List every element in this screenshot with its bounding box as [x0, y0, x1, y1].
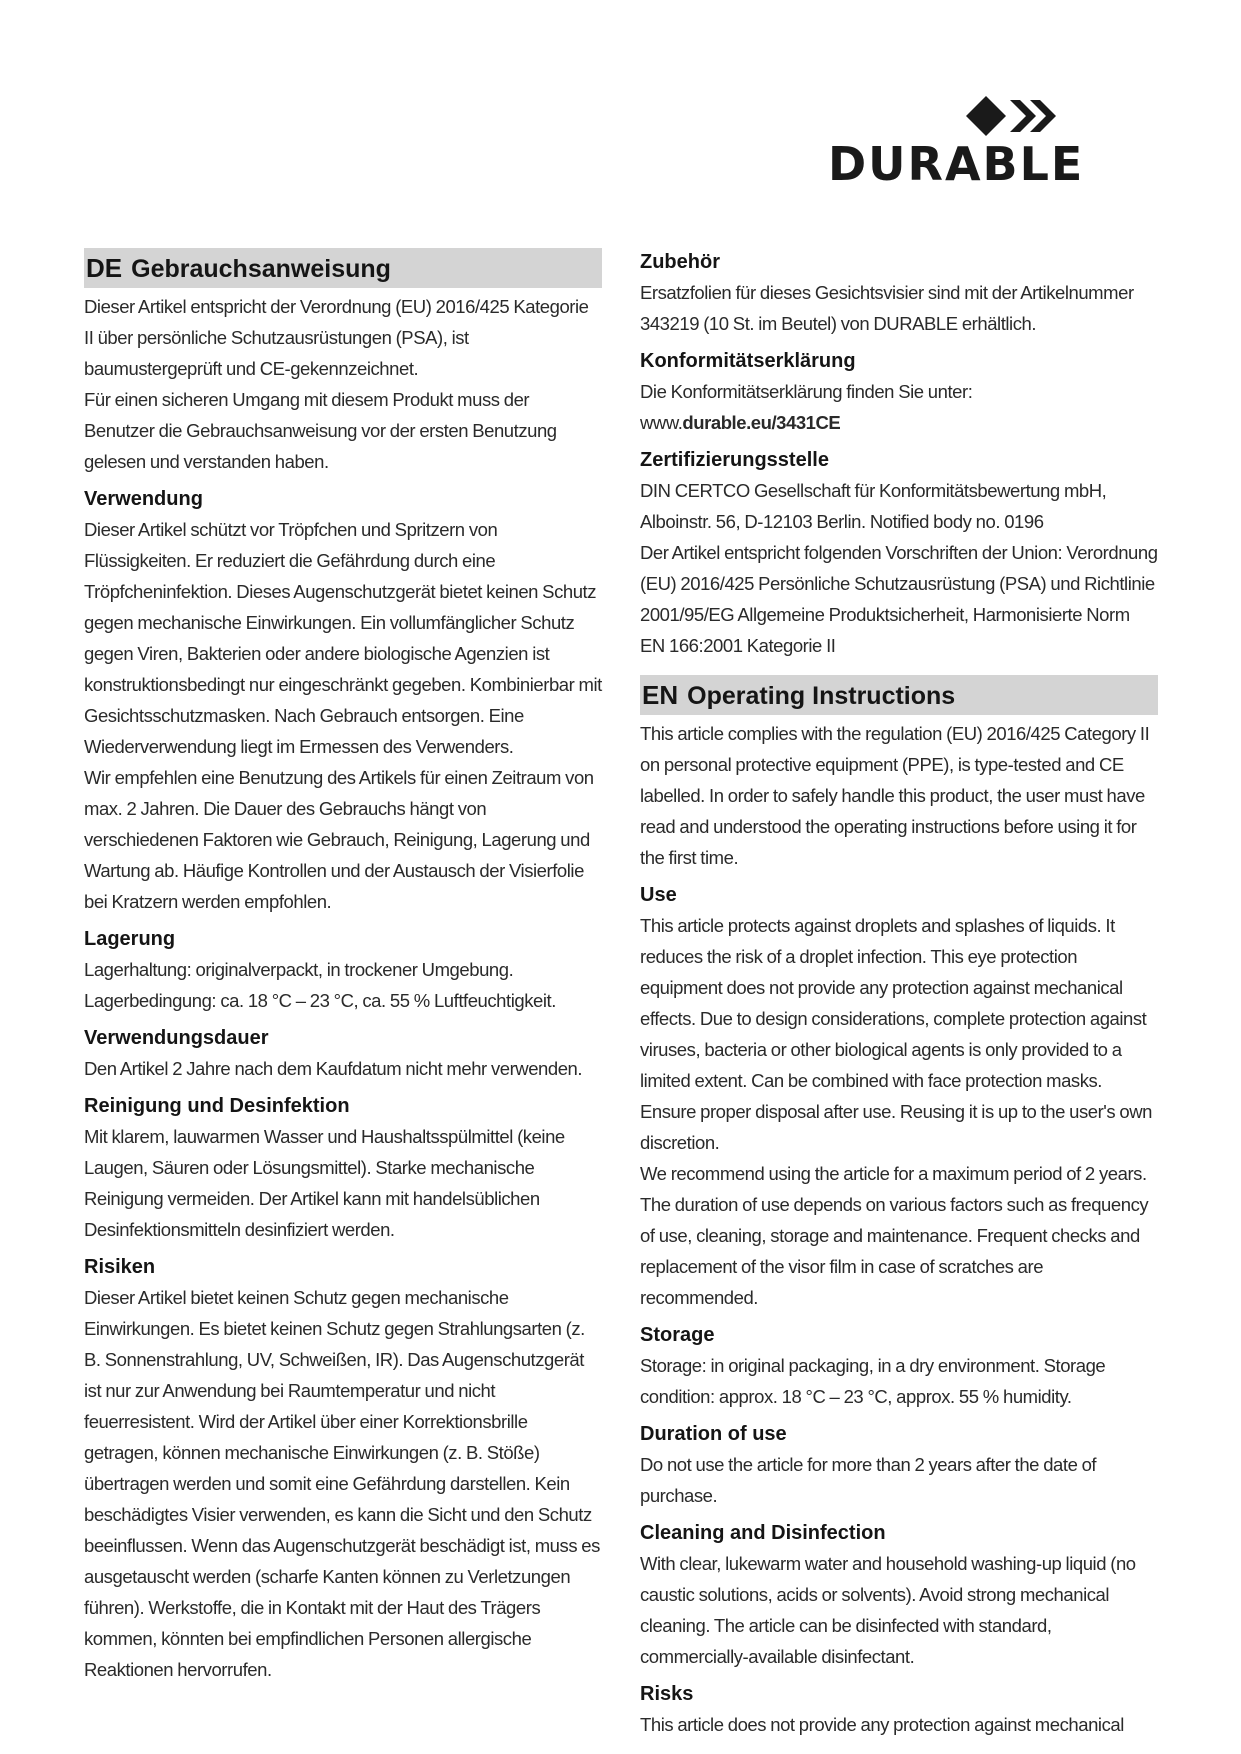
en-language-code: EN — [642, 680, 679, 710]
de-conformity-text: Die Konformitätserklärung finden Sie unter: — [640, 381, 973, 402]
de-duration-heading: Verwendungsdauer — [84, 1027, 269, 1049]
logo-wordmark: DURABLE — [828, 137, 1085, 191]
en-section-header — [640, 675, 1158, 715]
de-use-paragraph-1: Dieser Artikel schützt vor Tröpfchen und Spritzern von Flüssigkeiten. Er reduziert die Gefährdung durch eine Tröpfcheninfektion. Dieses Augenschutzgerät bietet keinen Schutz gegen mechanische Einwirkungen. Ein vollumfänglicher Schutz gegen Viren, Bakterien oder andere biologische Agenzien ist konstruktionsbedingt nur eingeschränkt gegeben. Kombinierbar mit Gesichtsschutzmasken. Nach Gebrauch entsorgen. Eine Wiederverwendung liegt im Ermessen des Verwenders. — [84, 519, 602, 757]
de-cert-text-1: DIN CERTCO Gesellschaft für Konformitätsbewertung mbH, Alboinstr. 56, D-12103 Berlin. Notified body no. 0196 — [640, 480, 1107, 532]
de-accessories-heading: Zubehör — [640, 251, 720, 273]
de-use-heading: Verwendung — [84, 488, 203, 510]
de-risks-text: Dieser Artikel bietet keinen Schutz gegen mechanische Einwirkungen. Es bietet keinen Schutz gegen Strahlungsarten (z. B. Sonnenstrahlung, UV, Schweißen, IR). Das Augenschutzgerät ist nur zur Anwendung bei Raumtemperatur und nicht feuerresistent. Wird der Artikel über einer Korrektionsbrille getragen, können mechanische Einwirkungen (z. B. Stöße) übertragen werden und somit eine Gefährdung darstellen. Kein beschädigtes Visier verwenden, es kann die Sicht und den Schutz beeinflussen. Wenn das Augenschutzgerät beschädigt ist, muss es ausgetauscht werden (scharfe Kanten können zu Verletzungen führen). Werkstoffe, die in Kontakt mit der Haut des Trägers kommen, könnten bei empfindlichen Personen allergische Reaktionen hervorrufen. — [84, 1287, 600, 1680]
de-conformity-heading: Konformitätserklärung — [640, 350, 856, 372]
right-column — [640, 248, 1158, 1740]
de-conformity-url-path: durable.eu/3431CE — [682, 412, 841, 433]
en-cleaning-text: With clear, lukewarm water and household washing-up liquid (no caustic solutions, acids or solvents). Avoid strong mechanical cleaning. The article can be disinfected with standard, commercially-available disinfectant. — [640, 1553, 1136, 1667]
de-risks-heading: Risiken — [84, 1256, 156, 1278]
german-column — [84, 248, 602, 1685]
de-use-paragraph-2: Wir empfehlen eine Benutzung des Artikels für einen Zeitraum von max. 2 Jahren. Die Dauer des Gebrauchs hängt von verschiedenen Faktoren wie Gebrauch, Reinigung, Lagerung und Wartung ab. Häufige Kontrollen und der Austausch der Visierfolie bei Kratzern werden empfohlen. — [84, 767, 594, 912]
de-storage-text: Lagerhaltung: originalverpackt, in trockener Umgebung. Lagerbedingung: ca. 18 °C – 23 °C, ca. 55 % Luftfeuchtigkeit. — [84, 959, 556, 1011]
diamond-chevrons-icon — [964, 94, 1064, 140]
de-accessories-text: Ersatzfolien für dieses Gesichtsvisier sind mit der Artikelnummer 343219 (10 St. im Beutel) von DURABLE erhältlich. — [640, 282, 1134, 334]
de-conformity-url[interactable] — [640, 407, 1158, 438]
de-language-code: DE — [86, 253, 123, 283]
de-conformity-url-prefix: www. — [640, 412, 683, 433]
de-intro-paragraph-1: Dieser Artikel entspricht der Verordnung (EU) 2016/425 Kategorie II über persönliche Schutzausrüstungen (PSA), ist baumustergeprüft und CE-gekennzeichnet. — [84, 296, 589, 379]
en-storage-heading: Storage — [640, 1324, 715, 1346]
durable-logo — [828, 92, 1158, 192]
en-risks-heading: Risks — [640, 1683, 694, 1705]
de-cert-text-2: Der Artikel entspricht folgenden Vorschriften der Union: Verordnung (EU) 2016/425 Persönliche Schutzausrüstung (PSA) und Richtlinie 2001/95/EG Allgemeine Produktsicherheit, Harmonisierte Norm EN 166:2001 Kategorie II — [640, 542, 1158, 656]
en-use-heading: Use — [640, 884, 677, 906]
en-storage-text: Storage: in original packaging, in a dry environment. Storage condition: approx. 18 °C – 23 °C, approx. 55 % humidity. — [640, 1355, 1106, 1407]
en-use-paragraph-2: We recommend using the article for a maximum period of 2 years. The duration of use depends on various factors such as frequency of use, cleaning, storage and maintenance. Frequent checks and replacement of the visor film in case of scratches are recommended. — [640, 1163, 1149, 1308]
de-intro-paragraph-2: Für einen sicheren Umgang mit diesem Produkt muss der Benutzer die Gebrauchsanweisung vor der ersten Benutzung gelesen und verstanden haben. — [84, 389, 557, 472]
de-cert-heading: Zertifizierungsstelle — [640, 449, 829, 471]
en-risks-text: This article does not provide any protection against mechanical — [640, 1714, 1124, 1735]
en-section-title: Operating Instructions — [687, 682, 956, 710]
de-section-header — [84, 248, 602, 288]
en-duration-heading: Duration of use — [640, 1423, 787, 1445]
de-cleaning-text: Mit klarem, lauwarmen Wasser und Haushaltsspülmittel (keine Laugen, Säuren oder Lösungsmittel). Starke mechanische Reinigung vermeiden. Der Artikel kann mit handelsüblichen Desinfektionsmitteln desinfiziert werden. — [84, 1126, 565, 1240]
de-duration-text: Den Artikel 2 Jahre nach dem Kaufdatum nicht mehr verwenden. — [84, 1058, 583, 1079]
de-storage-heading: Lagerung — [84, 928, 176, 950]
en-duration-text: Do not use the article for more than 2 years after the date of purchase. — [640, 1454, 1097, 1506]
en-cleaning-heading: Cleaning and Disinfection — [640, 1522, 886, 1544]
en-intro-paragraph: This article complies with the regulation (EU) 2016/425 Category II on personal protective equipment (PPE), is type-tested and CE labelled. In order to safely handle this product, the user must have read and understood the operating instructions before using it for the first time. — [640, 723, 1150, 868]
de-section-title: Gebrauchsanweisung — [131, 255, 391, 283]
en-use-paragraph-1: This article protects against droplets and splashes of liquids. It reduces the risk of a droplet infection. This eye protection equipment does not provide any protection against mechanical effects. Due to design considerations, complete protection against viruses, bacteria or other biological agents is only provided to a limited extent. Can be combined with face protection masks. Ensure proper disposal after use. Reusing it is up to the user's own discretion. — [640, 915, 1152, 1153]
de-cleaning-heading: Reinigung und Desinfektion — [84, 1095, 350, 1117]
